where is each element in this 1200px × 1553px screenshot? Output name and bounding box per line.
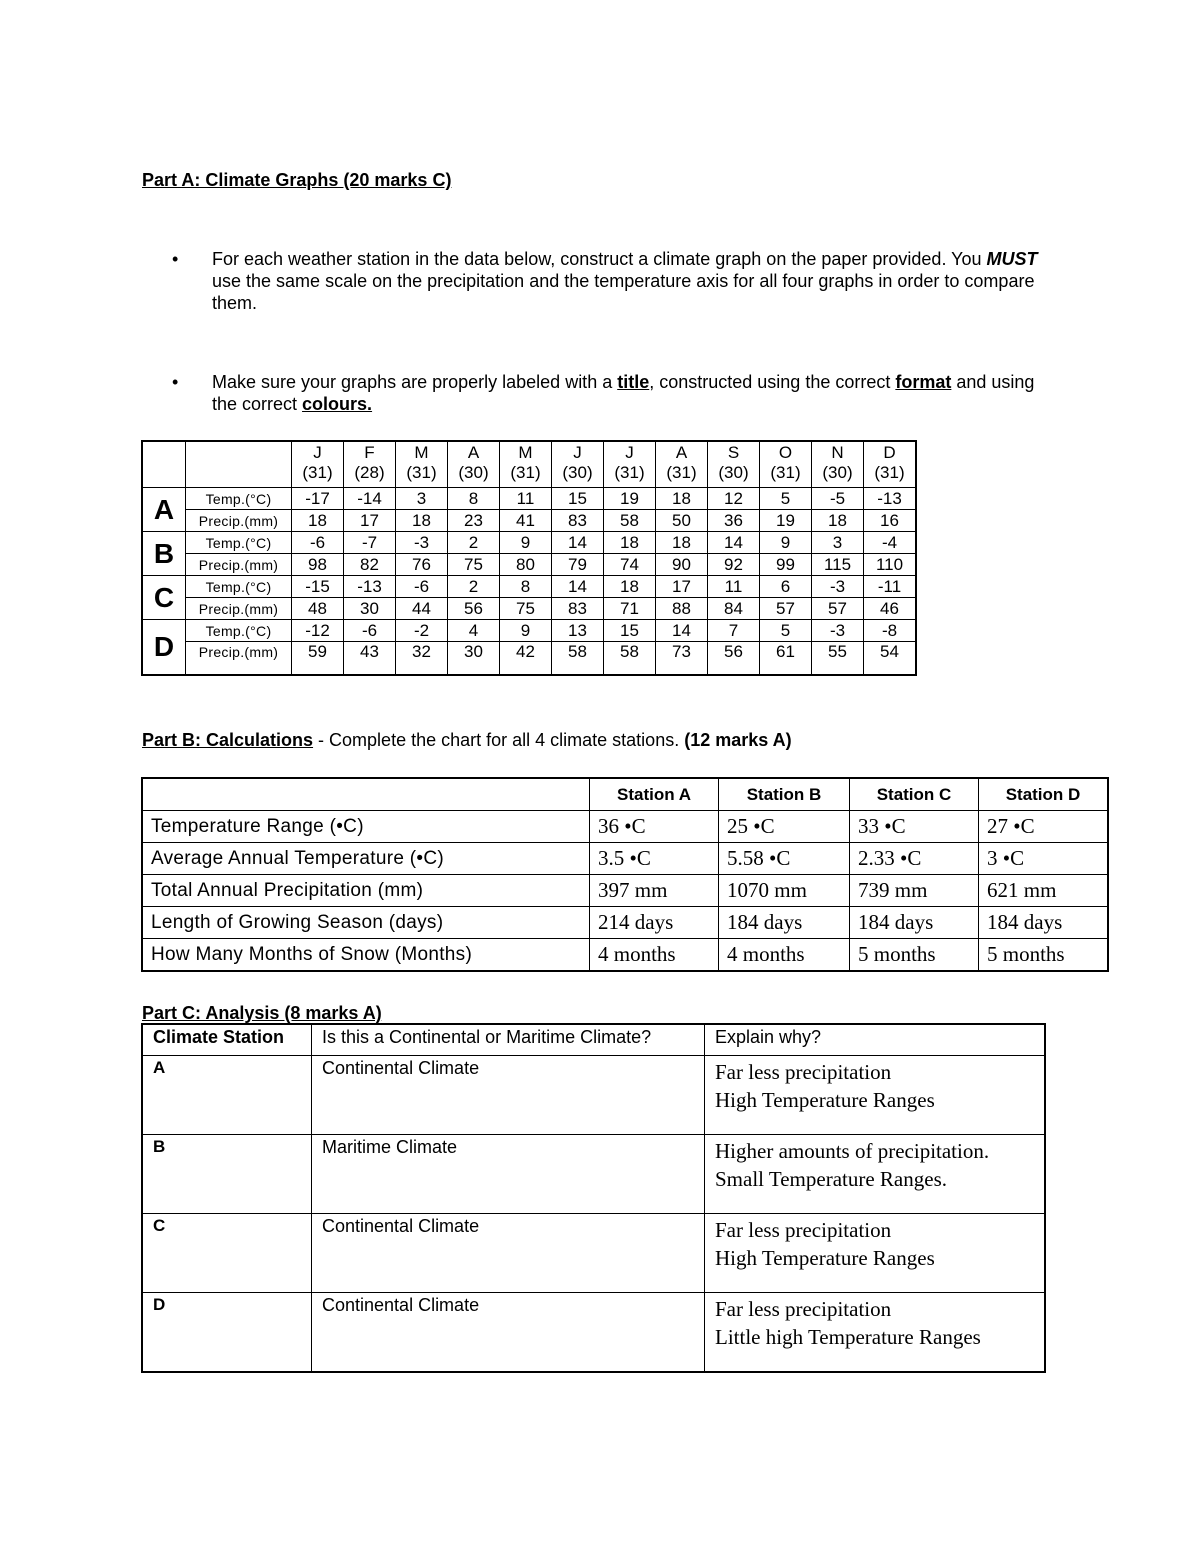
month-letter: J: [313, 443, 322, 462]
precip-value: 42: [500, 642, 552, 676]
month-days: (30): [822, 463, 853, 482]
precip-value: 30: [344, 598, 396, 620]
calc-row-temperature-range: [142, 811, 1108, 843]
temp-value: 15: [552, 488, 604, 510]
calc-value: 184 days: [719, 907, 850, 939]
precip-value: 41: [500, 510, 552, 532]
explanation-line: Higher amounts of precipitation.: [715, 1139, 990, 1163]
precip-value: 99: [760, 554, 812, 576]
analysis-row-d: [142, 1293, 1045, 1373]
month-header: [864, 441, 917, 488]
month-days: (31): [614, 463, 645, 482]
precip-value: 19: [760, 510, 812, 532]
month-letter: J: [573, 443, 582, 462]
station-label: B: [142, 532, 186, 576]
precip-value: 18: [292, 510, 344, 532]
precip-value: 61: [760, 642, 812, 676]
month-header: [552, 441, 604, 488]
precip-value: 46: [864, 598, 917, 620]
calc-row-growing-season: [142, 907, 1108, 939]
precip-value: 80: [500, 554, 552, 576]
temp-value: -6: [292, 532, 344, 554]
variable-label: Temp.(°C): [186, 488, 292, 510]
precip-value: 30: [448, 642, 500, 676]
temp-value: 18: [604, 532, 656, 554]
temp-value: 2: [448, 576, 500, 598]
temp-value: -3: [396, 532, 448, 554]
precip-value: 58: [552, 642, 604, 676]
calc-value: 5 months: [979, 939, 1109, 972]
calc-header-blank: [142, 778, 590, 811]
precip-value: 84: [708, 598, 760, 620]
precip-value: 17: [344, 510, 396, 532]
analysis-row-a: [142, 1056, 1045, 1135]
temp-value: -6: [344, 620, 396, 642]
explanation-line: Small Temperature Ranges.: [715, 1167, 947, 1191]
corner-blank: [186, 441, 292, 488]
temp-value: 13: [552, 620, 604, 642]
month-header: [656, 441, 708, 488]
calc-header-station-c: Station C: [850, 778, 979, 811]
temp-value: 7: [708, 620, 760, 642]
month-days: (31): [666, 463, 697, 482]
month-days: (31): [770, 463, 801, 482]
part-a-heading: Part A: Climate Graphs (20 marks C): [142, 170, 452, 190]
temp-value: 15: [604, 620, 656, 642]
precip-value: 54: [864, 642, 917, 676]
calc-row-total-precipitation: [142, 875, 1108, 907]
calc-row-average-temperature: [142, 843, 1108, 875]
precip-value: 110: [864, 554, 917, 576]
precip-value: 55: [812, 642, 864, 676]
temp-value: 3: [396, 488, 448, 510]
calc-row-label: Average Annual Temperature (•C): [142, 843, 590, 875]
temp-value: 14: [552, 576, 604, 598]
precip-value: 115: [812, 554, 864, 576]
month-days: (31): [510, 463, 541, 482]
calc-value: 214 days: [590, 907, 719, 939]
calc-value: 184 days: [979, 907, 1109, 939]
precip-value: 98: [292, 554, 344, 576]
month-letter: S: [727, 443, 740, 462]
instruction-text-2: Make sure your graphs are properly labeled with a title, constructed using the correct format and using the correct colours.: [212, 372, 1035, 414]
temp-value: 5: [760, 620, 812, 642]
month-letter: N: [831, 443, 844, 462]
part-b-heading: [142, 730, 792, 751]
temp-value: 18: [656, 488, 708, 510]
calc-value: 621 mm: [979, 875, 1109, 907]
explanation-line: Far less precipitation: [715, 1297, 892, 1321]
station-b-precip-row: [142, 554, 916, 576]
emphasis-colours: colours.: [302, 394, 373, 414]
temp-value: 11: [500, 488, 552, 510]
precip-value: 56: [708, 642, 760, 676]
temp-value: 6: [760, 576, 812, 598]
precip-value: 43: [344, 642, 396, 676]
month-letter: D: [883, 443, 896, 462]
variable-label: Precip.(mm): [186, 510, 292, 532]
precip-value: 59: [292, 642, 344, 676]
emphasis-must: MUST: [986, 249, 1038, 269]
precip-value: 16: [864, 510, 917, 532]
station-label: C: [142, 576, 186, 620]
calc-value: 184 days: [850, 907, 979, 939]
explanation-line: Far less precipitation: [715, 1060, 892, 1084]
temp-value: -2: [396, 620, 448, 642]
calc-value: 3.5 •C: [590, 843, 719, 875]
temp-value: 18: [656, 532, 708, 554]
precip-value: 74: [604, 554, 656, 576]
precip-value: 82: [344, 554, 396, 576]
analysis-header-row: [142, 1024, 1045, 1056]
precip-value: 73: [656, 642, 708, 676]
temp-value: 18: [604, 576, 656, 598]
calculations-table: [141, 777, 1109, 972]
analysis-station: B: [142, 1135, 312, 1214]
variable-label: Temp.(°C): [186, 620, 292, 642]
analysis-header-station: Climate Station: [142, 1024, 312, 1056]
month-header: [448, 441, 500, 488]
temp-value: -14: [344, 488, 396, 510]
station-a-temp-row: [142, 488, 916, 510]
temp-value: 4: [448, 620, 500, 642]
part-b-label: Part B: Calculations: [142, 730, 314, 750]
analysis-climate-type: Maritime Climate: [312, 1135, 705, 1214]
calc-value: 5.58 •C: [719, 843, 850, 875]
station-d-temp-row: [142, 620, 916, 642]
calc-row-months-of-snow: [142, 939, 1108, 972]
month-days: (28): [354, 463, 385, 482]
analysis-explanation: [705, 1214, 1046, 1293]
precip-value: 32: [396, 642, 448, 676]
temp-value: -4: [864, 532, 917, 554]
temp-value: 8: [500, 576, 552, 598]
temp-value: 14: [552, 532, 604, 554]
temp-value: 9: [500, 532, 552, 554]
temp-value: 11: [708, 576, 760, 598]
station-b-temp-row: [142, 532, 916, 554]
calc-value: 1070 mm: [719, 875, 850, 907]
station-c-temp-row: [142, 576, 916, 598]
variable-label: Temp.(°C): [186, 532, 292, 554]
month-letter: M: [414, 443, 429, 462]
month-days: (31): [302, 463, 333, 482]
calc-value: 27 •C: [979, 811, 1109, 843]
analysis-header-explain: Explain why?: [705, 1024, 1046, 1056]
calc-value: 2.33 •C: [850, 843, 979, 875]
month-letter: F: [364, 443, 375, 462]
temp-value: 19: [604, 488, 656, 510]
month-header: [396, 441, 448, 488]
analysis-station: A: [142, 1056, 312, 1135]
precip-value: 90: [656, 554, 708, 576]
temp-value: 2: [448, 532, 500, 554]
emphasis-title: title: [617, 372, 650, 392]
precip-value: 88: [656, 598, 708, 620]
variable-label: Precip.(mm): [186, 642, 292, 676]
explanation-line: High Temperature Ranges: [715, 1088, 935, 1112]
analysis-climate-type: Continental Climate: [312, 1293, 705, 1373]
temp-value: -15: [292, 576, 344, 598]
analysis-explanation: [705, 1056, 1046, 1135]
precip-value: 56: [448, 598, 500, 620]
part-b-marks: (12 marks A): [684, 730, 792, 750]
precip-value: 58: [604, 642, 656, 676]
precip-value: 18: [812, 510, 864, 532]
temp-value: 8: [448, 488, 500, 510]
analysis-row-c: [142, 1214, 1045, 1293]
calc-value: 5 months: [850, 939, 979, 972]
explanation-line: High Temperature Ranges: [715, 1246, 935, 1270]
part-b-instruction: - Complete the chart for all 4 climate stations.: [313, 730, 685, 750]
precip-value: 92: [708, 554, 760, 576]
precip-value: 75: [500, 598, 552, 620]
temp-value: 9: [500, 620, 552, 642]
climate-data-table: [141, 440, 917, 676]
temp-value: -7: [344, 532, 396, 554]
station-a-precip-row: [142, 510, 916, 532]
precip-value: 36: [708, 510, 760, 532]
part-c-heading: Part C: Analysis (8 marks A): [142, 1003, 382, 1023]
calc-value: 739 mm: [850, 875, 979, 907]
precip-value: 83: [552, 510, 604, 532]
precip-value: 76: [396, 554, 448, 576]
month-header: [344, 441, 396, 488]
month-letter: A: [675, 443, 688, 462]
temp-value: 14: [656, 620, 708, 642]
precip-value: 50: [656, 510, 708, 532]
temp-value: -12: [292, 620, 344, 642]
calc-value: 3 •C: [979, 843, 1109, 875]
calc-value: 36 •C: [590, 811, 719, 843]
temp-value: 12: [708, 488, 760, 510]
analysis-station: C: [142, 1214, 312, 1293]
station-d-precip-row: [142, 642, 916, 676]
calc-header-station-a: Station A: [590, 778, 719, 811]
precip-value: 23: [448, 510, 500, 532]
explanation-line: Little high Temperature Ranges: [715, 1325, 981, 1349]
explanation-line: Far less precipitation: [715, 1218, 892, 1242]
month-letter: J: [625, 443, 634, 462]
station-label: D: [142, 620, 186, 676]
month-days: (30): [458, 463, 489, 482]
month-header: [760, 441, 812, 488]
calc-value: 4 months: [590, 939, 719, 972]
temp-value: -13: [864, 488, 917, 510]
temp-value: -3: [812, 620, 864, 642]
calc-value: 25 •C: [719, 811, 850, 843]
analysis-explanation: [705, 1293, 1046, 1373]
bullet-icon: •: [172, 372, 179, 392]
analysis-climate-type: Continental Climate: [312, 1214, 705, 1293]
month-header: [812, 441, 864, 488]
calc-value: 397 mm: [590, 875, 719, 907]
calc-row-label: Length of Growing Season (days): [142, 907, 590, 939]
instruction-text-1: For each weather station in the data below, construct a climate graph on the paper provided. You MUST use the same scale on the precipitation and the temperature axis for all four graphs in order to compare them.: [212, 249, 1038, 313]
emphasis-format: format: [895, 372, 952, 392]
calc-header-row: [142, 778, 1108, 811]
temp-value: 14: [708, 532, 760, 554]
corner-blank: [142, 441, 186, 488]
precip-value: 75: [448, 554, 500, 576]
analysis-header-climate-type: Is this a Continental or Maritime Climate?: [312, 1024, 705, 1056]
variable-label: Temp.(°C): [186, 576, 292, 598]
analysis-explanation: [705, 1135, 1046, 1214]
months-header-row: [142, 441, 916, 488]
month-days: (31): [406, 463, 437, 482]
calc-value: 33 •C: [850, 811, 979, 843]
temp-value: 17: [656, 576, 708, 598]
temp-value: -3: [812, 576, 864, 598]
calc-row-label: Temperature Range (•C): [142, 811, 590, 843]
temp-value: -11: [864, 576, 917, 598]
calc-header-station-d: Station D: [979, 778, 1109, 811]
analysis-table: [141, 1023, 1046, 1373]
precip-value: 79: [552, 554, 604, 576]
variable-label: Precip.(mm): [186, 598, 292, 620]
month-days: (30): [562, 463, 593, 482]
month-header: [708, 441, 760, 488]
bullet-icon: •: [172, 249, 179, 269]
month-letter: A: [467, 443, 480, 462]
month-letter: M: [518, 443, 533, 462]
precip-value: 57: [812, 598, 864, 620]
precip-value: 18: [396, 510, 448, 532]
precip-value: 44: [396, 598, 448, 620]
temp-value: 9: [760, 532, 812, 554]
variable-label: Precip.(mm): [186, 554, 292, 576]
calc-row-label: Total Annual Precipitation (mm): [142, 875, 590, 907]
calc-value: 4 months: [719, 939, 850, 972]
month-header: [604, 441, 656, 488]
month-days: (31): [874, 463, 905, 482]
temp-value: -8: [864, 620, 917, 642]
temp-value: -17: [292, 488, 344, 510]
calc-row-label: How Many Months of Snow (Months): [142, 939, 590, 972]
month-header: [292, 441, 344, 488]
calc-header-station-b: Station B: [719, 778, 850, 811]
temp-value: -6: [396, 576, 448, 598]
temp-value: -13: [344, 576, 396, 598]
precip-value: 58: [604, 510, 656, 532]
month-letter: O: [778, 443, 793, 462]
precip-value: 83: [552, 598, 604, 620]
temp-value: 3: [812, 532, 864, 554]
precip-value: 48: [292, 598, 344, 620]
analysis-row-b: [142, 1135, 1045, 1214]
temp-value: 5: [760, 488, 812, 510]
temp-value: -5: [812, 488, 864, 510]
analysis-climate-type: Continental Climate: [312, 1056, 705, 1135]
precip-value: 57: [760, 598, 812, 620]
analysis-station: D: [142, 1293, 312, 1373]
month-days: (30): [718, 463, 749, 482]
precip-value: 71: [604, 598, 656, 620]
month-header: [500, 441, 552, 488]
station-label: A: [142, 488, 186, 532]
station-c-precip-row: [142, 598, 916, 620]
